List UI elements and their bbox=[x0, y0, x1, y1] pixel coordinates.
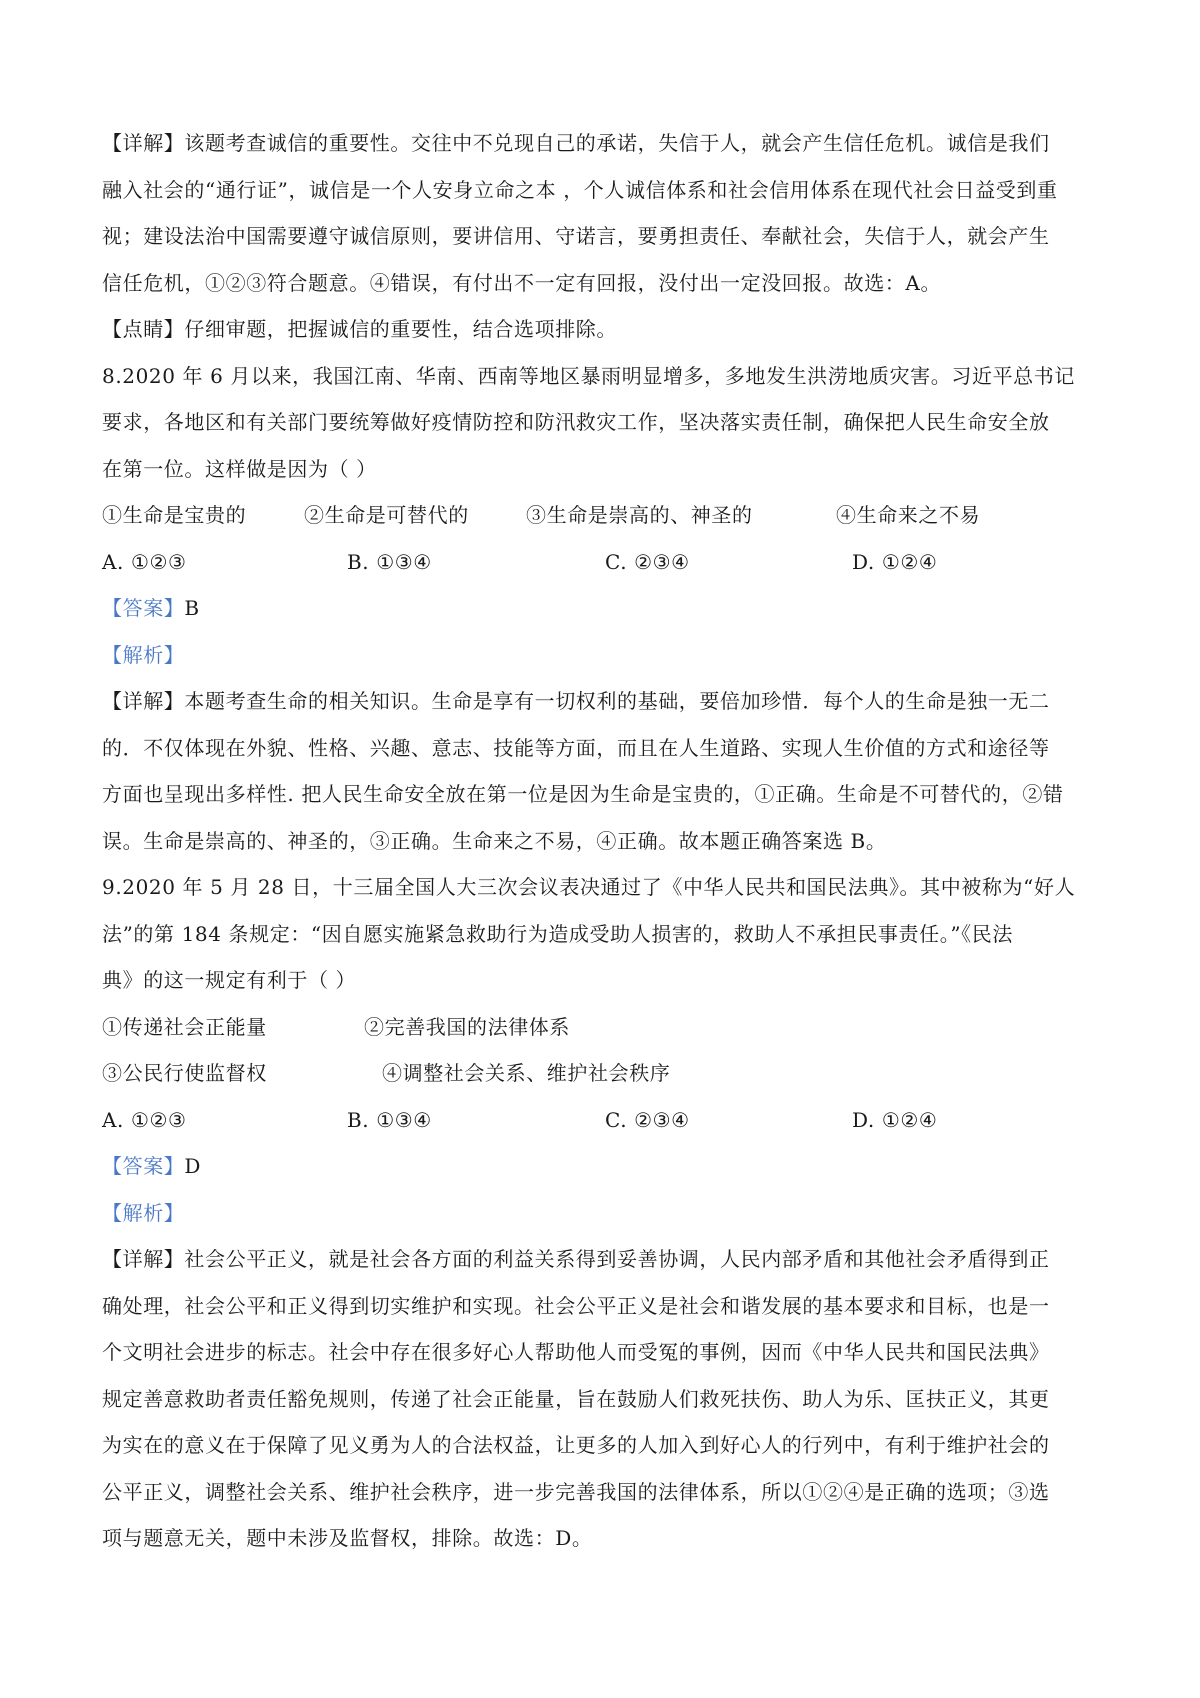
q8-statement-1: ①生命是宝贵的 bbox=[102, 503, 247, 527]
q9-stem-line-2: 法”的第 184 条规定：“因自愿实施紧急救助行为造成受助人损害的，救助人不承担民事责任。”《民法 bbox=[102, 921, 1013, 946]
q8-statements bbox=[102, 492, 1102, 539]
q9-choice-c: C. ②③④ bbox=[605, 1107, 690, 1132]
q9-detail-line-3: 个文明社会进步的标志。社会中存在很多好心人帮助他人而受冤的事例，因而《中华人民共和国民法典》 bbox=[102, 1340, 1050, 1364]
q9-answer-label: 【答案】 bbox=[102, 1154, 185, 1178]
q8-detail-line-3: 方面也呈现出多样性. 把人民生命安全放在第一位是因为生命是宝贵的，①正确。生命是不可替代的，②错 bbox=[102, 782, 1064, 806]
q9-detail-line-1: 【详解】社会公平正义，就是社会各方面的利益关系得到妥善协调，人民内部矛盾和其他社会矛盾得到正 bbox=[102, 1247, 1050, 1271]
q8-detail-line-2: 的．不仅体现在外貌、性格、兴趣、意志、技能等方面，而且在人生道路、实现人生价值的方式和途径等 bbox=[102, 735, 1050, 760]
q7-detail-line-4: 信任危机，①②③符合题意。④错误，有付出不一定有回报，没付出一定没回报。故选：A。 bbox=[102, 270, 942, 295]
q9-statement-4: ④调整社会关系、维护社会秩序 bbox=[382, 1061, 671, 1085]
q8-choice-d: D. ①②④ bbox=[852, 549, 938, 574]
q9-statements-row-1 bbox=[102, 1004, 1102, 1051]
document-page bbox=[102, 120, 1102, 1562]
q9-detail-line-4: 规定善意救助者责任豁免规则，传递了社会正能量，旨在鼓励人们救死扶伤、助人为乐、匡扶正义，其更 bbox=[102, 1386, 1050, 1411]
q8-choice-a: A. ①②③ bbox=[102, 549, 187, 574]
q9-answer-value: D bbox=[184, 1154, 202, 1178]
q8-statement-4: ④生命来之不易 bbox=[836, 503, 981, 527]
q8-choices bbox=[102, 539, 1102, 586]
q9-detail-line-6: 公平正义，调整社会关系、维护社会秩序，进一步完善我国的法律体系，所以①②④是正确的选项；③选 bbox=[102, 1479, 1050, 1504]
q9-detail-line-7: 项与题意无关，题中未涉及监督权，排除。故选：D。 bbox=[102, 1526, 593, 1550]
q9-stem-line-1: 9.2020 年 5 月 28 日，十三届全国人大三次会议表决通过了《中华人民共和国民法典》。其中被称为“好人 bbox=[102, 875, 1076, 899]
q8-choice-b: B. ①③④ bbox=[347, 549, 432, 574]
q9-stem-line-3: 典》的这一规定有利于（ ） bbox=[102, 968, 357, 992]
q8-detail-line-4: 误。生命是崇高的、神圣的，③正确。生命来之不易，④正确。故本题正确答案选 B。 bbox=[102, 828, 887, 853]
q9-detail-line-2: 确处理，社会公平和正义得到切实维护和实现。社会公平正义是社会和谐发展的基本要求和目标，也是一 bbox=[102, 1293, 1050, 1318]
q8-detail-line-1: 【详解】本题考查生命的相关知识。生命是享有一切权利的基础，要倍加珍惜．每个人的生命是独一无二 bbox=[102, 689, 1050, 713]
q9-statements-row-2 bbox=[102, 1050, 1102, 1097]
q9-statement-1: ①传递社会正能量 bbox=[102, 1014, 267, 1039]
q9-analysis-label: 【解析】 bbox=[102, 1200, 185, 1225]
q8-stem-line-2: 要求，各地区和有关部门要统筹做好疫情防控和防汛救灾工作，坚决落实责任制，确保把人民生命安全放 bbox=[102, 410, 1050, 434]
q9-choice-a: A. ①②③ bbox=[102, 1107, 187, 1132]
q8-statement-2: ②生命是可替代的 bbox=[304, 503, 469, 527]
q8-stem-line-1: 8.2020 年 6 月以来，我国江南、华南、西南等地区暴雨明显增多，多地发生洪涝地质灾害。习近平总书记 bbox=[102, 363, 1075, 388]
q9-statement-3: ③公民行使监督权 bbox=[102, 1061, 267, 1085]
q7-detail-line-2: 融入社会的“通行证”，诚信是一个人安身立命之本 ，个人诚信体系和社会信用体系在现代社会日益受到重 bbox=[102, 177, 1058, 202]
q7-tip: 【点睛】仔细审题，把握诚信的重要性，结合选项排除。 bbox=[102, 317, 617, 341]
q8-analysis-label: 【解析】 bbox=[102, 642, 185, 667]
q9-answer bbox=[102, 1143, 1102, 1190]
q9-statement-2: ②完善我国的法律体系 bbox=[364, 1014, 570, 1039]
q8-answer bbox=[102, 585, 1102, 632]
q9-detail-line-5: 为实在的意义在于保障了见义勇为人的合法权益，让更多的人加入到好心人的行列中，有利于维护社会的 bbox=[102, 1433, 1050, 1457]
q9-choices bbox=[102, 1097, 1102, 1144]
q8-choice-c: C. ②③④ bbox=[605, 549, 690, 574]
q8-statement-3: ③生命是崇高的、神圣的 bbox=[526, 503, 753, 527]
q8-stem-line-3: 在第一位。这样做是因为（ ） bbox=[102, 456, 377, 481]
q9-choice-d: D. ①②④ bbox=[852, 1107, 938, 1132]
q8-answer-value: B bbox=[184, 596, 200, 620]
q7-detail-line-1: 【详解】该题考查诚信的重要性。交往中不兑现自己的承诺，失信于人，就会产生信任危机。诚信是我们 bbox=[102, 131, 1050, 155]
q9-choice-b: B. ①③④ bbox=[347, 1107, 432, 1132]
q8-answer-label: 【答案】 bbox=[102, 596, 185, 620]
q7-detail-line-3: 视；建设法治中国需要遵守诚信原则，要讲信用、守诺言，要勇担责任、奉献社会，失信于人，就会产生 bbox=[102, 224, 1050, 248]
